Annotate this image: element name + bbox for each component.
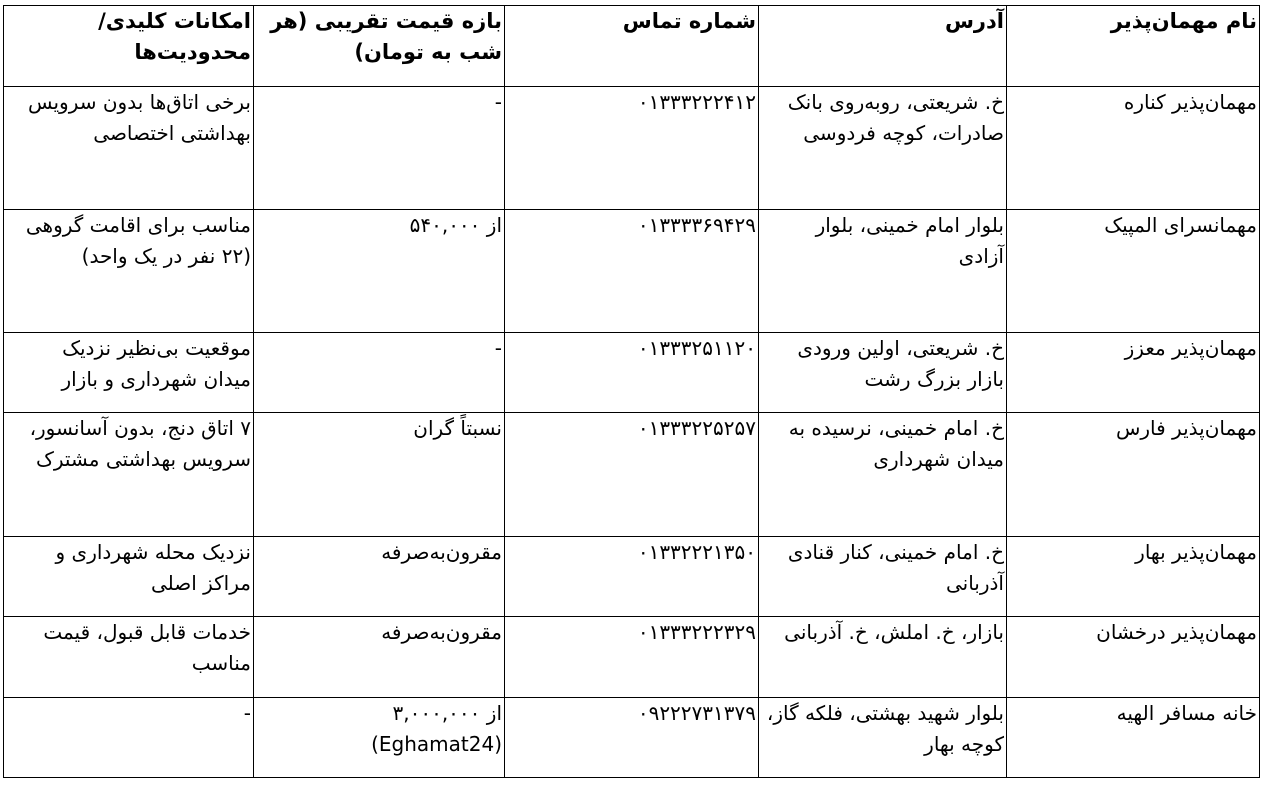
- cell-price: -: [254, 87, 505, 210]
- cell-features: ۷ اتاق دنج، بدون آسانسور، سرویس بهداشتی مشترک: [4, 413, 254, 537]
- cell-address: خ. شریعتی، روبه‌روی بانک صادرات، کوچه فردوسی: [759, 87, 1007, 210]
- table-row: [4, 333, 1260, 413]
- cell-name: خانه مسافر الهیه: [1007, 698, 1260, 778]
- cell-address: بلوار شهید بهشتی، فلکه گاز، کوچه بهار: [759, 698, 1007, 778]
- cell-features: برخی اتاق‌ها بدون سرویس بهداشتی اختصاصی: [4, 87, 254, 210]
- cell-address: بازار، خ. املش، خ. آذربانی: [759, 617, 1007, 698]
- cell-name: مهمان‌پذیر فارس: [1007, 413, 1260, 537]
- table-row: [4, 87, 1260, 210]
- header-phone: شماره تماس: [505, 6, 759, 87]
- cell-price: از ۳,۰۰۰,۰۰۰ (Eghamat24): [254, 698, 505, 778]
- table-row: [4, 698, 1260, 778]
- cell-phone: ۰۱۳۳۳۲۲۵۲۵۷: [505, 413, 759, 537]
- table-header-row: [4, 6, 1260, 87]
- cell-name: مهمان‌پذیر کناره: [1007, 87, 1260, 210]
- cell-phone: ۰۹۲۲۲۷۳۱۳۷۹: [505, 698, 759, 778]
- cell-phone: ۰۱۳۳۳۳۶۹۴۲۹: [505, 210, 759, 333]
- cell-phone: ۰۱۳۳۳۲۲۲۴۱۲: [505, 87, 759, 210]
- cell-name: مهمان‌پذیر درخشان: [1007, 617, 1260, 698]
- header-features: امکانات کلیدی/محدودیت‌ها: [4, 6, 254, 87]
- cell-price: نسبتاً گران: [254, 413, 505, 537]
- cell-phone: ۰۱۳۳۳۲۲۲۳۲۹: [505, 617, 759, 698]
- cell-phone: ۰۱۳۳۲۲۲۱۳۵۰: [505, 537, 759, 617]
- cell-name: مهمان‌پذیر بهار: [1007, 537, 1260, 617]
- table-row: [4, 210, 1260, 333]
- cell-features: نزدیک محله شهرداری و مراکز اصلی: [4, 537, 254, 617]
- header-address: آدرس: [759, 6, 1007, 87]
- cell-features: خدمات قابل قبول، قیمت مناسب: [4, 617, 254, 698]
- cell-price: مقرون‌به‌صرفه: [254, 617, 505, 698]
- cell-name: مهمانسرای المپیک: [1007, 210, 1260, 333]
- cell-features: مناسب برای اقامت گروهی (۲۲ نفر در یک واحد): [4, 210, 254, 333]
- cell-phone: ۰۱۳۳۳۲۵۱۱۲۰: [505, 333, 759, 413]
- cell-price: مقرون‌به‌صرفه: [254, 537, 505, 617]
- header-price: بازه قیمت تقریبی (هر شب به تومان): [254, 6, 505, 87]
- table-row: [4, 537, 1260, 617]
- cell-price: از ۵۴۰,۰۰۰: [254, 210, 505, 333]
- cell-features: -: [4, 698, 254, 778]
- cell-address: خ. امام خمینی، نرسیده به میدان شهرداری: [759, 413, 1007, 537]
- cell-address: بلوار امام خمینی، بلوار آزادی: [759, 210, 1007, 333]
- cell-address: خ. شریعتی، اولین ورودی بازار بزرگ رشت: [759, 333, 1007, 413]
- cell-address: خ. امام خمینی، کنار قنادی آذربانی: [759, 537, 1007, 617]
- header-name: نام مهمان‌پذیر: [1007, 6, 1260, 87]
- table-row: [4, 413, 1260, 537]
- cell-features: موقعیت بی‌نظیر نزدیک میدان شهرداری و بازار: [4, 333, 254, 413]
- cell-name: مهمان‌پذیر معزز: [1007, 333, 1260, 413]
- guesthouse-table: [3, 5, 1260, 778]
- table-row: [4, 617, 1260, 698]
- cell-price: -: [254, 333, 505, 413]
